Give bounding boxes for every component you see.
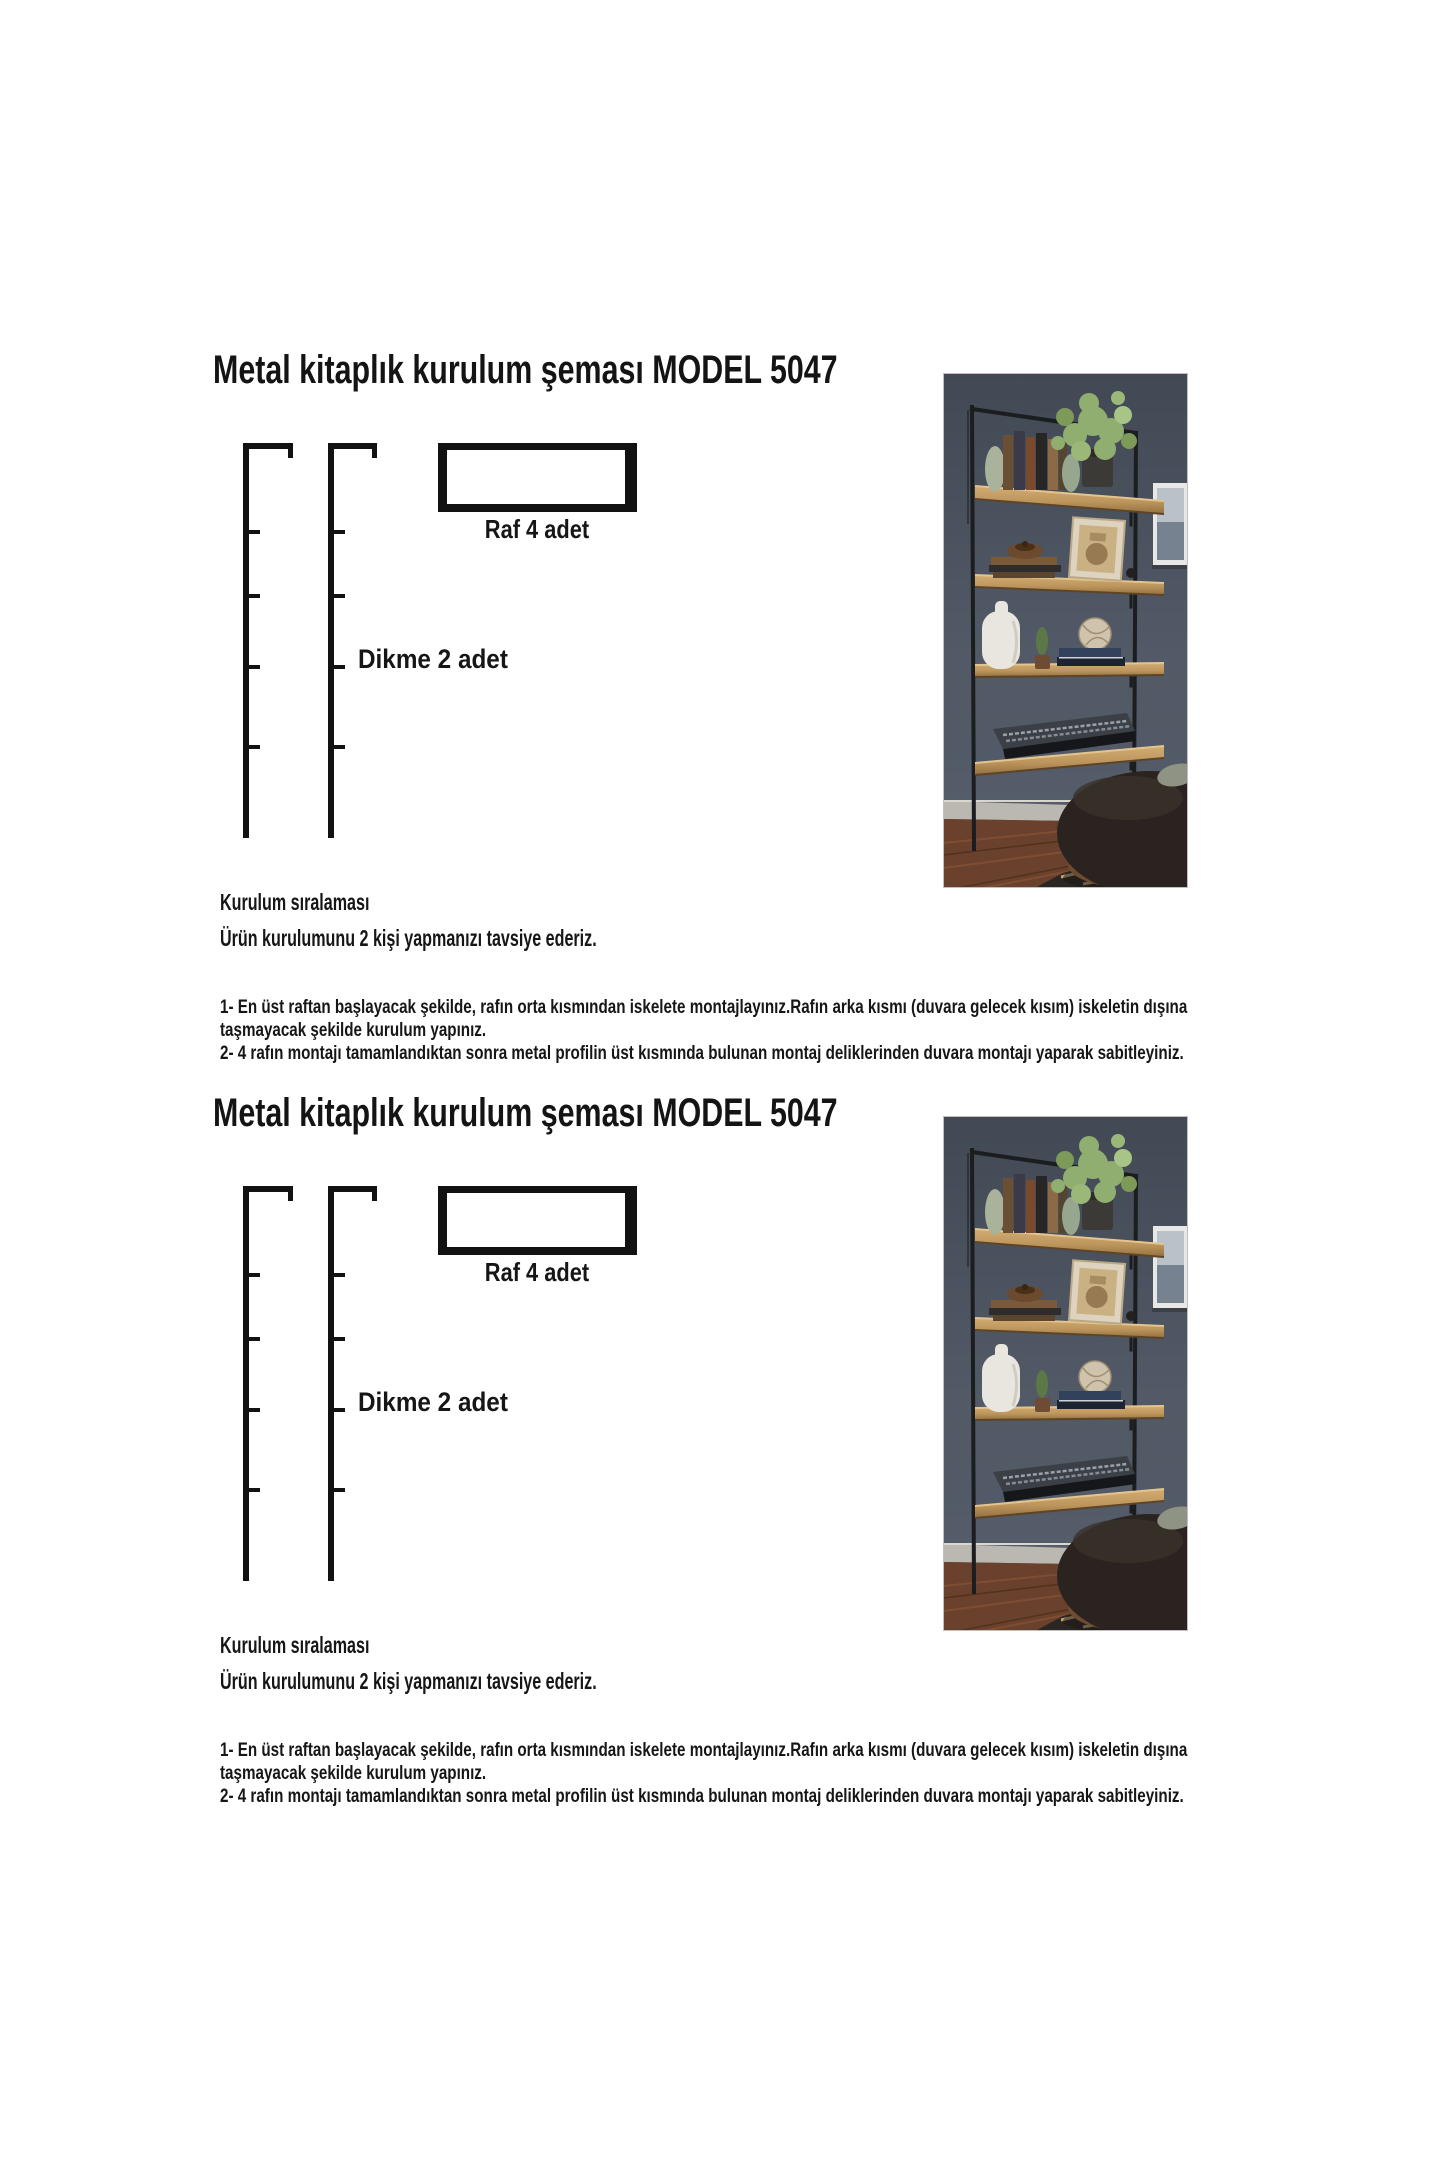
- assembly-steps: [220, 1739, 1187, 1808]
- upright-top-arm: [243, 443, 293, 449]
- shelf-position-tick: [334, 665, 345, 669]
- upright-arm-tick: [288, 449, 293, 458]
- shelf-position-tick: [249, 594, 260, 598]
- page-title: Metal kitaplık kurulum şeması MODEL 5047: [213, 348, 838, 392]
- upright-diagram-left: [243, 1186, 293, 1581]
- step-line: 2- 4 rafın montajı tamamlandıktan sonra metal profilin üst kısmında bulunan montaj deliklerinden duvara montajı yaparak sabitleyiniz.: [220, 1786, 1184, 1807]
- upright-top-arm: [243, 1186, 293, 1192]
- step-line: taşmayacak şekilde kurulum yapınız.: [220, 1020, 487, 1041]
- shelf-position-tick: [334, 594, 345, 598]
- shelf-position-tick: [334, 530, 345, 534]
- instruction-sheet-section-1: [0, 0, 1440, 1064]
- upright-top-arm: [328, 443, 377, 449]
- shelf-position-tick: [249, 530, 260, 534]
- upright-diagram-right: [328, 1186, 377, 1581]
- upright-top-arm: [328, 1186, 377, 1192]
- shelf-count-label: Raf 4 adet: [484, 1257, 590, 1287]
- shelf-top-view-diagram: [438, 1186, 637, 1255]
- shelf-count-label: Raf 4 adet: [484, 514, 590, 544]
- shelf-position-tick: [249, 1488, 260, 1492]
- assembly-order-heading: Kurulum sıralaması: [220, 889, 370, 915]
- page-title: Metal kitaplık kurulum şeması MODEL 5047: [213, 1091, 838, 1135]
- recommendation-text: Ürün kurulumunu 2 kişi yapmanızı tavsiye ederiz.: [220, 925, 597, 951]
- wall-picture-frame: [1152, 1226, 1188, 1312]
- step-line: 1- En üst raftan başlayacak şekilde, rafın orta kısmından iskelete montajlayınız.Rafın arka kısmı (duvara gelecek kısım) iskeletin dışına: [220, 1740, 1188, 1761]
- upright-arm-tick: [372, 1192, 377, 1201]
- shelf-position-tick: [249, 1337, 260, 1341]
- assembly-order-heading: Kurulum sıralaması: [220, 1632, 370, 1658]
- step-line: 2- 4 rafın montajı tamamlandıktan sonra metal profilin üst kısmında bulunan montaj deliklerinden duvara montajı yaparak sabitleyiniz.: [220, 1043, 1184, 1064]
- wall-picture-frame: [1152, 483, 1188, 569]
- shelf-position-tick: [334, 1273, 345, 1277]
- upright-bar: [328, 1186, 334, 1581]
- step-line: taşmayacak şekilde kurulum yapınız.: [220, 1763, 487, 1784]
- shelf-position-tick: [334, 1337, 345, 1341]
- shelf-position-tick: [334, 1488, 345, 1492]
- recommendation-text: Ürün kurulumunu 2 kişi yapmanızı tavsiye ederiz.: [220, 1668, 597, 1694]
- product-photo: [943, 1116, 1188, 1631]
- shelf-position-tick: [249, 665, 260, 669]
- upright-count-label: Dikme 2 adet: [358, 644, 508, 674]
- upright-count-label: Dikme 2 adet: [358, 1387, 508, 1417]
- shelf-position-tick: [334, 1408, 345, 1412]
- upright-bar: [243, 1186, 249, 1581]
- instruction-sheet-section-2: [0, 743, 1440, 1807]
- step-line: 1- En üst raftan başlayacak şekilde, rafın orta kısmından iskelete montajlayınız.Rafın arka kısmı (duvara gelecek kısım) iskeletin dışına: [220, 997, 1188, 1018]
- shelf-position-tick: [249, 1408, 260, 1412]
- upright-arm-tick: [288, 1192, 293, 1201]
- shelf-top-view-diagram: [438, 443, 637, 512]
- upright-arm-tick: [372, 449, 377, 458]
- shelf-position-tick: [249, 1273, 260, 1277]
